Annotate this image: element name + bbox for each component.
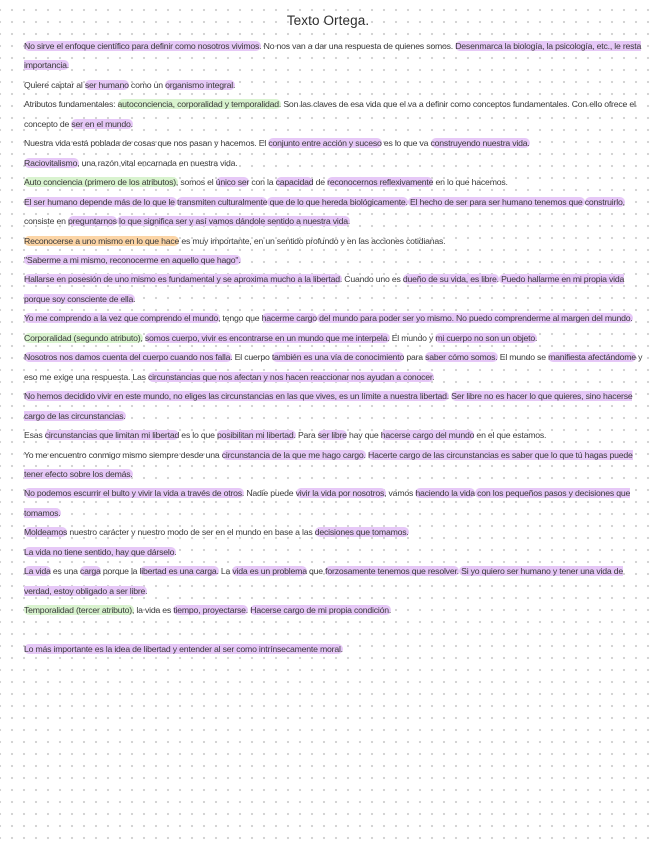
purple-highlight: también es una vía de conocimiento — [271, 352, 405, 363]
purple-highlight: Hallarse en posesión de uno mismo es fundamental y se aproxima mucho a la libertad. — [24, 274, 343, 285]
purple-highlight: Lo más importante es la idea de libertad y entender al ser como intrínsecamente moral. — [24, 643, 343, 654]
page-title: Texto Ortega. — [286, 13, 370, 28]
text-segment: hay que — [346, 430, 381, 441]
text-segment: en lo que hacemos. — [433, 177, 508, 188]
purple-highlight: Yo me comprendo a la vez que comprendo el mundo, — [24, 313, 221, 324]
paragraph — [24, 37, 644, 76]
paragraph — [24, 270, 644, 309]
purple-highlight: mi cuerpo no son un objeto. — [435, 332, 538, 343]
purple-highlight: No sirve el enfoque científico para definir como nosotros vivimos. — [24, 41, 262, 51]
paragraph-gap — [24, 621, 644, 640]
purple-highlight: No podemos escurrir el bulto y vivir la vida a través de otros. — [24, 488, 245, 499]
text-segment: Cuando uno es — [342, 274, 403, 285]
purple-highlight: conjunto entre acción y suceso — [268, 138, 382, 149]
text-segment: Yo me encuentro conmigo mismo siempre desde una — [24, 449, 222, 460]
purple-highlight: tiempo, proyectarse. — [173, 605, 249, 616]
green-highlight: Temporalidad (tercer atributo), — [24, 605, 135, 616]
purple-highlight: Desenmarca la biología, la psicología, etc., le resta importancia. — [24, 41, 642, 71]
text-segment: consiste en — [24, 216, 68, 227]
purple-highlight: vivir la vida por nosotros, — [295, 488, 387, 499]
purple-highlight: dueño de su vida, es libre. — [402, 274, 499, 285]
purple-highlight: lo que significa ser y así vamos dándole sentido a nuestra vida. — [116, 216, 351, 227]
purple-highlight: circunstancias que nos afectan y nos hacen reaccionar nos ayudan a conocer. — [148, 371, 435, 382]
purple-highlight: circunstancias que limitan mi libertad — [44, 430, 180, 441]
text-segment: El mundo se — [497, 352, 549, 363]
purple-highlight: forzosamente tenemos que resolver. — [325, 566, 459, 577]
text-segment: El mundo y — [389, 332, 436, 343]
purple-highlight: vida es un problema — [232, 566, 307, 577]
paragraph — [24, 387, 644, 426]
text-segment: Nadie puede — [244, 488, 296, 499]
paragraph — [24, 601, 644, 620]
orange-highlight: Reconocerse a uno mismo en lo que hace — [24, 235, 180, 246]
purple-highlight: Hacerte cargo de las circunstancias es saber que lo que tú hagas puede tener efecto sobre los demás. — [24, 449, 633, 479]
purple-highlight: circunstancia de la que me hago cargo. — [221, 449, 366, 460]
paragraph — [24, 76, 644, 95]
paragraph — [24, 446, 644, 485]
purple-highlight: No hemos decidido vivir en este mundo, no eliges las circunstancias en las que vives, es un límite a nuestra libertad. — [24, 391, 450, 402]
purple-highlight: haciendo la vida — [415, 488, 475, 499]
purple-highlight: construirlo, — [584, 196, 625, 207]
purple-highlight: El hecho de ser para ser humano tenemos que — [407, 196, 585, 207]
purple-highlight: preguntarnos — [67, 216, 117, 227]
text-segment: No nos van a dar una respuesta de quienes somos. — [261, 41, 456, 51]
purple-highlight: "Saberme a mi mismo, reconocerme en aquello que hago". — [24, 254, 241, 265]
purple-highlight: capacidad — [275, 177, 314, 188]
purple-highlight: El ser humano depende más de lo que le — [24, 196, 178, 207]
text-segment: que — [306, 566, 326, 577]
paragraph — [24, 523, 644, 542]
paragraph — [24, 134, 644, 153]
paragraph — [24, 640, 644, 659]
purple-highlight: con los pequeños pasos y decisiones que tomamos. — [24, 488, 631, 518]
purple-highlight: libertad es una carga. — [139, 566, 219, 577]
paragraph — [24, 154, 644, 173]
green-highlight: autoconciencia, corporalidad y temporalidad. — [117, 99, 282, 110]
paragraph — [24, 348, 644, 387]
purple-highlight: hacerme cargo — [261, 313, 317, 324]
green-highlight: Auto conciencia (primero de los atributos), — [24, 177, 179, 188]
paragraph — [24, 251, 644, 270]
text-segment: con la — [249, 177, 276, 188]
text-segment: La — [218, 566, 233, 577]
paragraph — [24, 329, 644, 348]
text-segment: somos el — [178, 177, 216, 188]
purple-highlight: que de lo que hereda biológicamente. — [267, 196, 408, 207]
purple-highlight: ser en el mundo. — [71, 118, 133, 129]
paragraph — [24, 562, 644, 601]
green-highlight: Corporalidad (segundo atributo), — [24, 332, 143, 343]
text-segment: porque la — [100, 566, 140, 577]
purple-highlight: reconocernos reflexivamente — [327, 177, 434, 188]
purple-highlight: ser humano — [84, 79, 129, 90]
purple-highlight: Si yo quiero ser humano y tener una vida de verdad, estoy obligado a ser libre. — [24, 566, 623, 596]
paragraph — [24, 95, 644, 134]
purple-highlight: transmiten culturalmente — [177, 196, 268, 207]
paragraph — [24, 484, 644, 523]
paragraph — [24, 543, 644, 562]
purple-highlight: ser libre — [317, 430, 347, 441]
text-segment: como un — [128, 79, 166, 90]
purple-highlight: La vida no tiene sentido, hay que dárselo. — [24, 546, 177, 557]
text-segment: Son las claves de esa vida que el va a definir como conceptos fundamentales. Con ello ofrece el concepto de — [24, 99, 636, 129]
purple-highlight: único ser — [215, 177, 250, 188]
text-segment: en el que estamos. — [474, 430, 547, 441]
purple-highlight: del mundo para poder ser yo mismo. No puedo comprenderme al margen del mundo. — [316, 313, 633, 324]
purple-highlight: Nosotros nos damos cuenta del cuerpo cuando nos falla. — [24, 352, 233, 363]
text-segment: tengo que — [220, 313, 262, 324]
text-segment: El cuerpo — [232, 352, 272, 363]
document-body — [24, 37, 644, 659]
text-segment: Esas — [24, 430, 45, 441]
text-segment: la vida es — [134, 605, 174, 616]
purple-highlight: La vida — [24, 566, 51, 577]
purple-highlight: hacerse cargo del mundo — [380, 430, 475, 441]
text-segment: es lo que va — [381, 138, 431, 149]
text-segment: Nuestra vida está poblada de cosas que nos pasan y hacemos. El — [24, 138, 269, 149]
text-segment: de — [313, 177, 328, 188]
text-segment: es lo que — [179, 430, 217, 441]
text-segment: es una — [50, 566, 80, 577]
purple-highlight: Raciovitalismo, — [24, 157, 80, 168]
text-segment: es muy importante, en un sentido profundo y en las acciones cotidianas. — [179, 235, 446, 246]
purple-highlight: somos cuerpo, vivir es encontrarse en un mundo que me interpela. — [144, 332, 390, 343]
paragraph — [24, 232, 644, 251]
purple-highlight: manifiesta afectándome — [548, 352, 636, 363]
paragraph — [24, 309, 644, 328]
purple-highlight: Moldeamos — [24, 527, 68, 538]
text-segment: Quiere captar al — [24, 79, 85, 90]
text-segment: y eso me exige una respuesta. Las — [24, 352, 643, 382]
text-segment: una razón vital encarnada en nuestra vida. — [79, 157, 238, 168]
paragraph — [24, 193, 644, 232]
purple-highlight: saber cómo somos. — [425, 352, 498, 363]
text-segment: vamos — [386, 488, 416, 499]
text-segment: Para — [295, 430, 318, 441]
paragraph — [24, 173, 644, 192]
text-segment: Atributos fundamentales: — [24, 99, 118, 110]
purple-highlight: Hacerse cargo de mi propia condición. — [250, 605, 392, 616]
text-segment: nuestro carácter y nuestro modo de ser en el mundo en base a las — [67, 527, 315, 538]
text-segment: para — [404, 352, 426, 363]
paragraph — [24, 426, 644, 445]
purple-highlight: Puedo hallarme en mi propia vida porque soy consciente de ella. — [24, 274, 625, 304]
purple-highlight: organismo integral. — [165, 79, 236, 90]
purple-highlight: Ser libre no es hacer lo que quieres, sino hacerse cargo de las circunstancias. — [24, 391, 633, 421]
purple-highlight: decisiones que tomamos. — [314, 527, 409, 538]
purple-highlight: carga — [79, 566, 101, 577]
purple-highlight: construyendo nuestra vida. — [430, 138, 530, 149]
purple-highlight: posibilitan mi libertad. — [216, 430, 296, 441]
